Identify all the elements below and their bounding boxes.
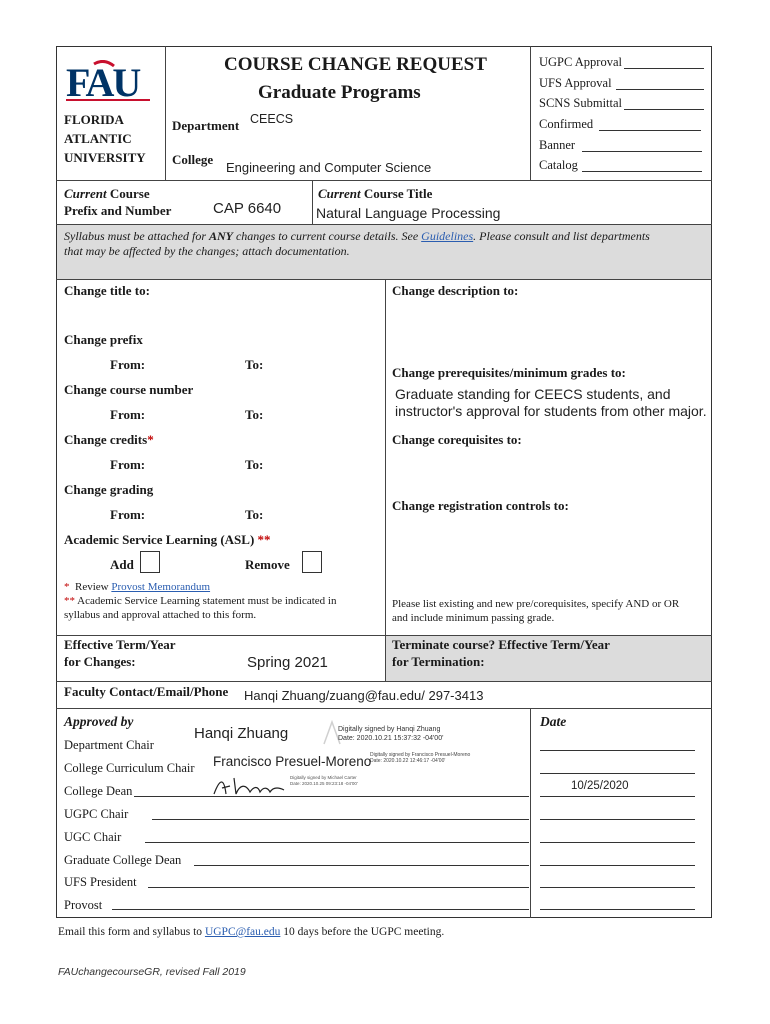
change-registration-label: Change registration controls to:	[392, 498, 569, 513]
effective-term-field[interactable]: Spring 2021	[247, 654, 328, 671]
terminate-course-label-2: for Termination:	[392, 654, 485, 669]
grading-from-label: From:	[110, 507, 146, 522]
university-line-1: FLORIDA	[64, 112, 124, 127]
asl-remove-label: Remove	[245, 557, 290, 572]
course-title-field[interactable]: Natural Language Processing	[316, 205, 501, 221]
approval-role: UGC Chair	[64, 830, 122, 844]
prereq-field-line2[interactable]: instructor's approval for students from other major.	[395, 403, 707, 419]
asl-remove-checkbox[interactable]	[302, 551, 322, 573]
syllabus-note: Syllabus must be attached for ANY changes to current course details. See Guidelines. Please consult and list departments	[64, 229, 650, 243]
approval-item-scns: SCNS Submittal	[539, 96, 623, 110]
faculty-contact-label: Faculty Contact/Email/Phone	[64, 684, 229, 699]
signature-name[interactable]: Hanqi Zhuang	[194, 725, 289, 742]
credits-to-label: To:	[245, 457, 264, 472]
change-grading-label: Change grading	[64, 482, 154, 497]
department-label: Department	[172, 118, 240, 133]
ugpc-email-link[interactable]: UGPC@fau.edu	[204, 926, 281, 938]
dean-date-field[interactable]: 10/25/2020	[571, 780, 629, 792]
asl-note-line2: syllabus and approval attached to this form.	[64, 609, 257, 621]
asl-add-label: Add	[110, 557, 134, 572]
syllabus-note-line2: that may be affected by the changes; attach documentation.	[64, 244, 350, 258]
prefix-to-label: To:	[245, 357, 264, 372]
approval-role: UFS President	[64, 875, 137, 889]
digital-sign-text: Digitally signed by Francisco Presuel-Moreno Date: 2020.10.22 12:46:17 -04'00'	[370, 752, 471, 764]
prefix-from-label: From:	[110, 357, 146, 372]
grading-to-label: To:	[245, 507, 264, 522]
effective-term-label: Effective Term/Year	[64, 637, 176, 652]
change-prefix-label: Change prefix	[64, 332, 143, 347]
approval-role: Department Chair	[64, 738, 154, 752]
approval-item-ugpc: UGPC Approval	[539, 55, 622, 69]
prereq-note-line1: Please list existing and new pre/corequisites, specify AND or OR	[392, 598, 680, 610]
asl-label: Academic Service Learning (ASL) **	[64, 532, 271, 547]
guidelines-link[interactable]: Guidelines	[421, 229, 474, 243]
asl-note: ** Academic Service Learning statement must be indicated in	[64, 595, 337, 607]
approval-role: Provost	[64, 898, 103, 912]
approval-item-banner: Banner	[539, 138, 576, 152]
change-credits-label: Change credits*	[64, 432, 154, 447]
number-to-label: To:	[245, 407, 264, 422]
university-line-3: UNIVERSITY	[64, 150, 146, 165]
page-subtitle: Graduate Programs	[258, 82, 421, 103]
approval-role: UGPC Chair	[64, 807, 129, 821]
email-instruction: Email this form and syllabus to UGPC@fau.edu 10 days before the UGPC meeting.	[58, 926, 445, 938]
signature-name[interactable]: Francisco Presuel-Moreno	[213, 754, 372, 769]
digital-sign-text: Digitally signed by Hanqi Zhuang Date: 2020.10.21 15:37:32 -04'00'	[338, 726, 444, 742]
page-title: COURSE CHANGE REQUEST	[224, 54, 487, 75]
change-title-label: Change title to:	[64, 283, 150, 298]
course-prefix-label-2: Prefix and Number	[64, 203, 172, 218]
terminate-course-label: Terminate course? Effective Term/Year	[392, 637, 610, 652]
svg-text:FAU: FAU	[66, 60, 140, 104]
college-label: College	[172, 152, 214, 167]
approval-role: College Dean	[64, 784, 133, 798]
effective-term-label-2: for Changes:	[64, 654, 136, 669]
revision-note: FAUchangecourseGR, revised Fall 2019	[58, 966, 246, 978]
change-coreq-label: Change corequisites to:	[392, 432, 522, 447]
handwritten-signature	[210, 774, 288, 798]
university-line-2: ATLANTIC	[64, 131, 132, 146]
approval-item-confirmed: Confirmed	[539, 117, 594, 131]
course-prefix-field[interactable]: CAP 6640	[213, 200, 282, 217]
prereq-note-line2: and include minimum passing grade.	[392, 612, 555, 624]
course-prefix-label: Current Course	[64, 186, 150, 201]
approval-role: Graduate College Dean	[64, 853, 182, 867]
approval-item-catalog: Catalog	[539, 158, 578, 172]
change-prereq-label: Change prerequisites/minimum grades to:	[392, 365, 626, 380]
approved-by-header: Approved by	[64, 714, 134, 729]
faculty-contact-field[interactable]: Hanqi Zhuang/zuang@fau.edu/ 297-3413	[244, 688, 484, 703]
date-header: Date	[540, 714, 567, 729]
prereq-field-line1[interactable]: Graduate standing for CEECS students, and	[395, 386, 671, 402]
asl-add-checkbox[interactable]	[140, 551, 160, 573]
number-from-label: From:	[110, 407, 146, 422]
change-description-label: Change description to:	[392, 283, 519, 298]
approval-role: College Curriculum Chair	[64, 761, 195, 775]
course-title-label: Current Course Title	[318, 186, 433, 201]
credits-from-label: From:	[110, 457, 146, 472]
provost-memorandum-link[interactable]: Provost Memorandum	[111, 581, 211, 593]
change-course-number-label: Change course number	[64, 382, 194, 397]
college-field[interactable]: Engineering and Computer Science	[226, 160, 432, 175]
department-field[interactable]: CEECS	[250, 112, 294, 126]
fau-logo	[64, 60, 154, 104]
digital-sign-text: Digitally signed by Michael Carter Date: 2020.10.25 09:23:18 -04'00'	[290, 775, 358, 786]
review-note: * Review Provost Memorandum	[64, 581, 211, 593]
approval-item-ufs: UFS Approval	[539, 76, 612, 90]
